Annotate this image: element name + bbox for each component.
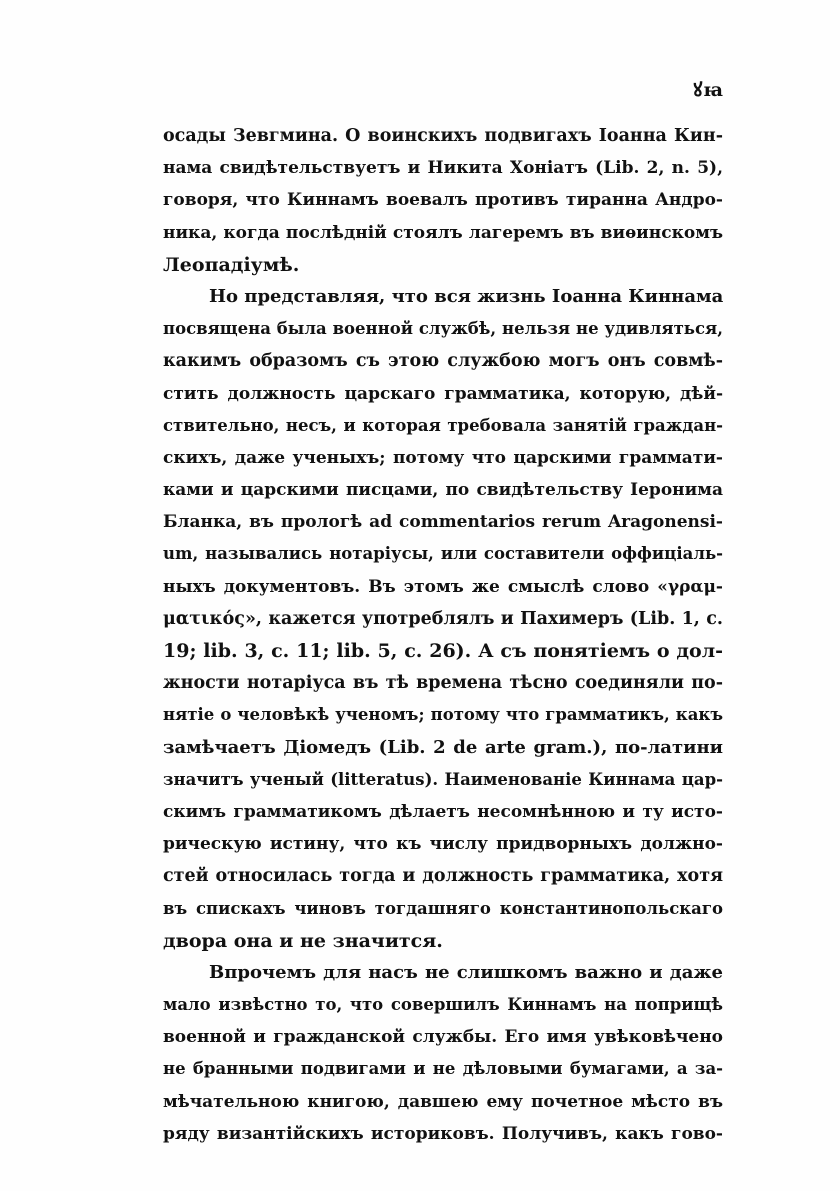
text-line: осады Зевгмина. О воинскихъ подвигахъ Іоанна Кин- [163, 126, 723, 146]
page-number: ꙋꙗ [693, 79, 724, 101]
text-line: жности нотаріуса въ тѣ времена тѣсно соединяли по- [163, 673, 723, 694]
text-line: ствительно, несъ, и которая требовала занятій граждан- [163, 415, 723, 435]
text-line: нятіе о человѣкѣ ученомъ; потому что грамматикъ, какъ [163, 705, 723, 725]
text-line: Леопадіумѣ. [163, 253, 300, 276]
text-line: ματικός», кажется употреблялъ и Пахимеръ (Lib. 1, с. [163, 608, 723, 629]
text-line: двора она и не значится. [163, 929, 443, 952]
body-text [163, 120, 723, 1150]
text-line: какимъ образомъ съ этою службою могъ онъ совмѣ- [163, 351, 723, 372]
text-line: военной и гражданской службы. Его имя увѣковѣчено [163, 1027, 723, 1048]
text-line: рическую истину, что къ числу придворныхъ должно- [163, 834, 723, 855]
paragraph-1 [163, 120, 723, 281]
text-line: ряду византійскихъ историковъ. Получивъ, какъ гово- [163, 1123, 723, 1144]
text-line: Впрочемъ для насъ не слишкомъ важно и даже [209, 961, 723, 983]
text-line: стей относилась тогда и должность грамматика, хотя [163, 866, 723, 887]
text-line: Но представляя, что вся жизнь Іоанна Киннама [209, 285, 724, 307]
text-line: ками и царскими писцами, по свидѣтельству Іеронима [163, 480, 723, 501]
text-line: 19; lib. 3, c. 11; lib. 5, c. 26). А съ понятіемъ о дол- [163, 640, 723, 662]
paragraph-2 [163, 281, 723, 957]
text-line: стить должность царскаго грамматика, которую, дѣй- [163, 383, 723, 404]
text-line: замѣчаетъ Діомедъ (Lib. 2 de arte gram.), по-латини [163, 736, 723, 758]
text-line: мало извѣстно то, что совершилъ Киннамъ на поприщѣ [163, 995, 723, 1015]
text-line: въ спискахъ чиновъ тогдашняго константинопольскаго [163, 898, 723, 918]
text-line: мѣчательною книгою, давшею ему почетное мѣсто въ [163, 1091, 723, 1112]
text-line: Бланка, въ прологѣ ad commentarios rerum Aragonensi- [163, 512, 723, 533]
text-line: говоря, что Киннамъ воевалъ противъ тиранна Андро- [163, 190, 723, 211]
text-line: не бранными подвигами и не дѣловыми бумагами, а за- [163, 1059, 723, 1079]
paragraph-3 [163, 957, 723, 1150]
text-line: um, назывались нотаріусы, или составители оффиціаль- [163, 544, 723, 564]
text-line: посвящена была военной службѣ, нельзя не удивляться, [163, 319, 723, 339]
text-line: нама свидѣтельствуетъ и Никита Хоніатъ (Lib. 2, n. 5), [163, 158, 723, 179]
text-line: скимъ грамматикомъ дѣлаетъ несомнѣнною и ту исто- [163, 801, 723, 822]
text-line: ника, когда послѣдній стоялъ лагеремъ въ виѳинскомъ [163, 222, 723, 243]
text-line: скихъ, даже ученыхъ; потому что царскими граммати- [163, 447, 723, 468]
text-line: ныхъ документовъ. Въ этомъ же смыслѣ слово «γραμ- [163, 576, 723, 597]
text-line: значитъ ученый (litteratus). Наименованіе Киннама цар- [163, 769, 723, 789]
